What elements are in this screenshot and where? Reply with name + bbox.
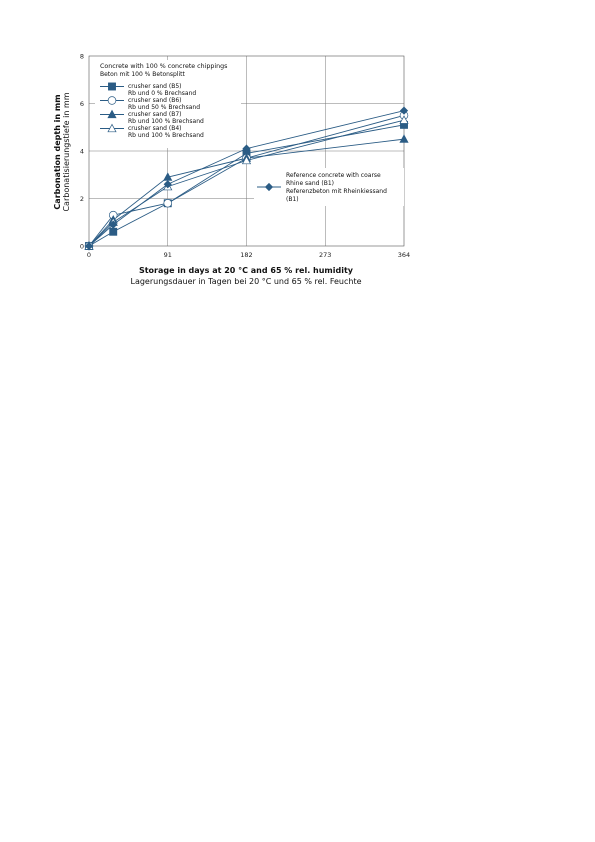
legend-label-de: Rb und 100 % Brechsand bbox=[128, 132, 204, 139]
legend-label: crusher sand (B7) bbox=[128, 111, 182, 118]
y-tick-label: 8 bbox=[79, 52, 84, 61]
x-axis-title-de: Lagerungsdauer in Tagen bei 20 °C und 65 % rel. Feuchte bbox=[130, 277, 362, 286]
y-tick-label: 2 bbox=[79, 195, 84, 203]
legend-label-de: Rb und 100 % Brechsand bbox=[128, 118, 204, 125]
reference-legend-line-4: (B1) bbox=[286, 196, 299, 203]
legend-group-title: Concrete with 100 % concrete chippings bbox=[100, 63, 228, 70]
legend-label: crusher sand (B5) bbox=[128, 83, 182, 90]
legend-marker bbox=[108, 83, 115, 90]
legend-label-de: Rb und 50 % Brechsand bbox=[128, 104, 201, 111]
reference-legend-line-3: Referenzbeton mit Rheinkiessand bbox=[286, 188, 387, 195]
legend-label: crusher sand (B4) bbox=[128, 125, 182, 132]
x-tick-label: 91 bbox=[163, 251, 172, 259]
y-axis-title: Carbonation depth in mm bbox=[53, 94, 62, 210]
data-point-s3 bbox=[400, 135, 408, 142]
x-tick-label: 364 bbox=[397, 251, 411, 259]
legend-main bbox=[95, 60, 241, 148]
y-tick-label: 6 bbox=[79, 100, 84, 108]
legend-marker bbox=[108, 97, 116, 105]
legend-group-title-de: Beton mit 100 % Betonsplitt bbox=[100, 71, 185, 78]
legend-reference bbox=[254, 168, 404, 206]
legend-label: crusher sand (B6) bbox=[128, 97, 182, 104]
data-point-s1 bbox=[110, 228, 117, 235]
x-tick-label: 182 bbox=[240, 251, 253, 259]
x-tick-label: 0 bbox=[86, 251, 92, 259]
y-tick-label: 0 bbox=[79, 242, 84, 251]
legend-label-de: Rb und 0 % Brechsand bbox=[128, 90, 197, 97]
x-tick-label: 273 bbox=[319, 251, 332, 259]
data-point-s2 bbox=[164, 199, 172, 207]
reference-legend-line-2: Rhine sand (B1) bbox=[286, 180, 334, 187]
y-tick-label: 4 bbox=[79, 147, 84, 156]
x-axis-title: Storage in days at 20 °C and 65 % rel. humidity bbox=[138, 266, 354, 275]
reference-legend-line-1: Reference concrete with coarse bbox=[286, 172, 381, 179]
y-axis-title-de: Carbonatisierungstiefe in mm bbox=[62, 92, 71, 212]
